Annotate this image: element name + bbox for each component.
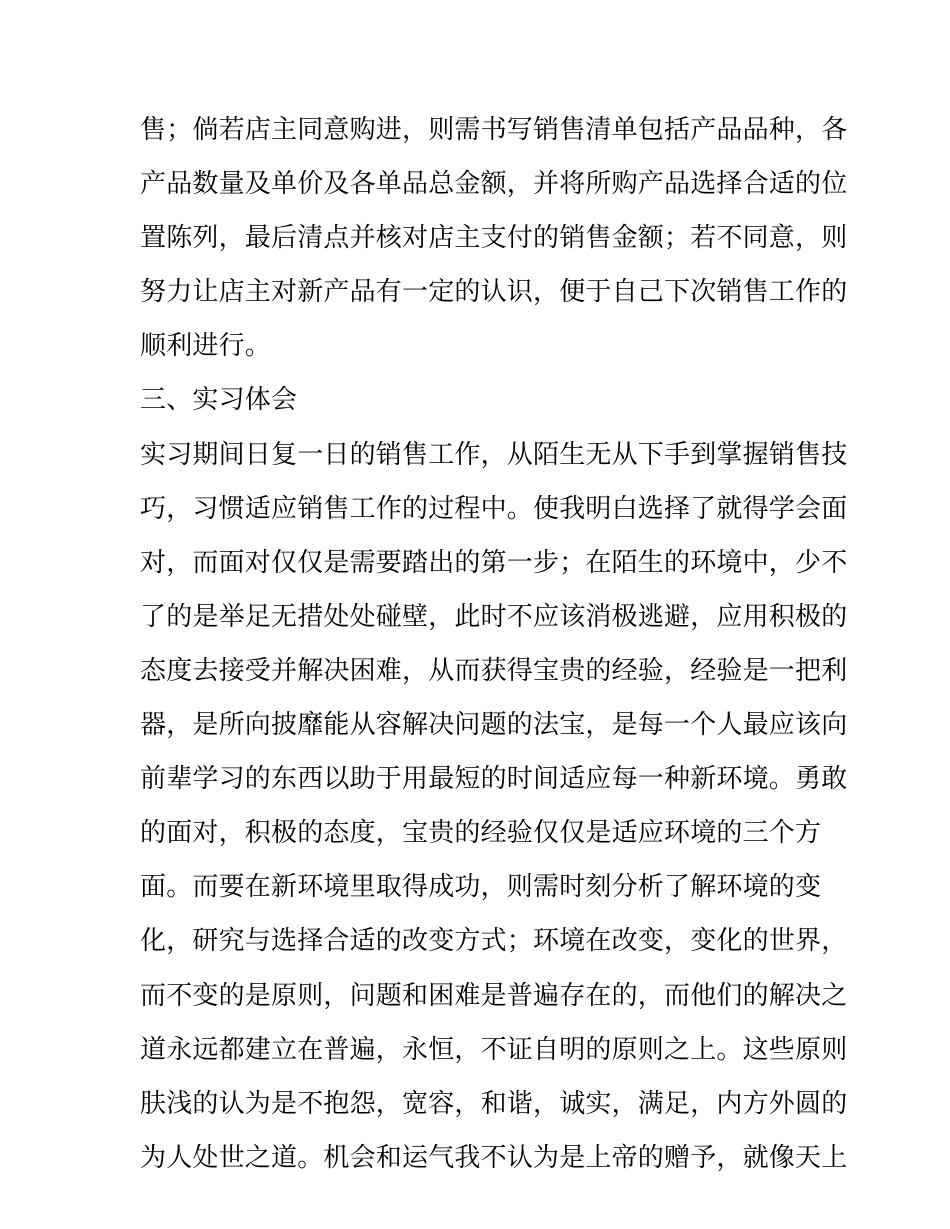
text-line: 前辈学习的东西以助于用最短的时间适应每一种新环境。勇敢 (140, 764, 848, 795)
text-line: 产品数量及单价及各单品总金额，并将所购产品选择合适的位 (140, 169, 848, 200)
text-line: 巧，习惯适应销售工作的过程中。使我明白选择了就得学会面 (140, 493, 848, 524)
text-line: 道永远都建立在普遍，永恒，不证自明的原则之上。这些原则 (140, 1034, 848, 1065)
text-line: 态度去接受并解决困难，从而获得宝贵的经验，经验是一把利 (140, 655, 848, 686)
text-line: 顺利进行。 (140, 331, 272, 362)
text-line: 实习期间日复一日的销售工作，从陌生无从下手到掌握销售技 (140, 439, 848, 470)
section-heading: 三、实习体会 (140, 385, 298, 416)
text-line: 了的是举足无措处处碰壁，此时不应该消极逃避，应用积极的 (140, 601, 848, 632)
text-line: 面。而要在新环境里取得成功，则需时刻分析了解环境的变 (140, 872, 822, 903)
text-line: 为人处世之道。机会和运气我不认为是上帝的赠予，就像天上 (140, 1142, 848, 1173)
text-line: 的面对，积极的态度，宝贵的经验仅仅是适应环境的三个方 (140, 818, 822, 849)
text-line: 售；倘若店主同意购进，则需书写销售清单包括产品品种，各 (140, 115, 848, 145)
text-line: 器，是所向披靡能从容解决问题的法宝，是每一个人最应该向 (140, 710, 848, 741)
text-line: 努力让店主对新产品有一定的认识，便于自己下次销售工作的 (140, 277, 848, 308)
text-line: 肤浅的认为是不抱怨，宽容，和谐，诚实，满足，内方外圆的 (140, 1088, 848, 1119)
body-text (140, 103, 848, 1185)
text-line: 对，而面对仅仅是需要踏出的第一步；在陌生的环境中，少不 (140, 547, 848, 578)
text-line: 置陈列，最后清点并核对店主支付的销售金额；若不同意，则 (140, 223, 848, 254)
text-line: 化，研究与选择合适的改变方式；环境在改变，变化的世界， (140, 926, 848, 957)
text-line: 而不变的是原则，问题和困难是普遍存在的，而他们的解决之 (140, 980, 848, 1011)
